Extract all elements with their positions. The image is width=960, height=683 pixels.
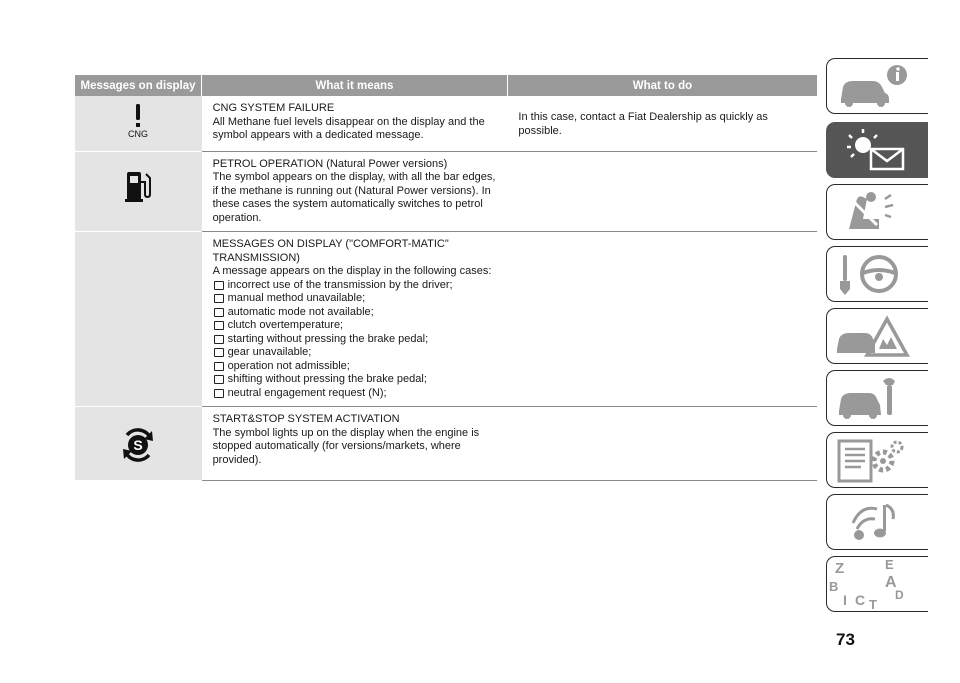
checkbox-bullet-icon — [214, 308, 224, 317]
case-text: automatic mode not available; — [227, 305, 374, 318]
meaning-text: The symbol appears on the display, with all the bar edges, if the methane is running out (Natural Power versions). In these cases the system automatically switches to petrol operation. — [212, 171, 496, 224]
index-letter: T — [869, 597, 877, 612]
case-text: neutral engagement request (N); — [227, 386, 387, 399]
list-item — [213, 373, 502, 387]
index-letter: I — [843, 592, 847, 608]
list-item — [213, 387, 502, 401]
header-todo: What to do — [507, 75, 817, 96]
start-stop-letter: S — [133, 437, 143, 453]
tab-warning-lights-messages[interactable] — [826, 122, 928, 178]
meaning-cell — [202, 151, 508, 232]
meaning-text: The symbol lights up on the display when the engine is stopped automatically (for versions/markets, where provided). — [212, 426, 480, 466]
index-letter: B — [829, 579, 839, 594]
index-letter: D — [895, 588, 904, 602]
case-text: manual method unavailable; — [227, 292, 366, 304]
page-number: 73 — [836, 630, 855, 649]
symbol-cell — [75, 96, 202, 151]
meaning-cell — [202, 407, 508, 481]
list-item — [213, 306, 502, 320]
meaning-text: All Methane fuel levels disappear on the display and the symbol appears with a dedicated message. — [212, 115, 485, 141]
index-letter: E — [885, 557, 894, 572]
list-item — [213, 279, 502, 293]
checkbox-bullet-icon — [214, 389, 224, 398]
meaning-title: PETROL OPERATION (Natural Power versions) — [212, 157, 448, 170]
checkbox-bullet-icon — [214, 321, 224, 330]
checkbox-bullet-icon — [214, 294, 224, 303]
tab-multimedia[interactable] — [826, 494, 928, 550]
seat-safety-airbag-icon — [827, 185, 928, 240]
header-display: Messages on display — [75, 75, 202, 96]
meaning-title: MESSAGES ON DISPLAY ("COMFORT-MATIC" TRANSMISSION) — [212, 238, 449, 264]
case-text: starting without pressing the brake pedal; — [227, 332, 429, 345]
checkbox-bullet-icon — [214, 335, 224, 344]
case-text: clutch overtemperature; — [227, 319, 344, 331]
index-letter: Z — [835, 560, 845, 577]
checkbox-bullet-icon — [214, 281, 224, 290]
meaning-title: CNG SYSTEM FAILURE — [212, 102, 335, 114]
tab-technical-data[interactable] — [826, 432, 928, 488]
tab-car-info[interactable] — [826, 58, 928, 114]
checkbox-bullet-icon — [214, 348, 224, 357]
checkbox-bullet-icon — [214, 375, 224, 384]
messages-table — [75, 75, 817, 481]
checkbox-bullet-icon — [214, 362, 224, 371]
alphabetical-index-icon — [827, 557, 928, 612]
header-meaning: What it means — [202, 75, 508, 96]
tab-maintenance[interactable] — [826, 370, 928, 426]
index-letter: C — [855, 592, 866, 608]
tab-index[interactable] — [826, 556, 928, 612]
meaning-cell — [202, 96, 508, 151]
case-text: gear unavailable; — [227, 346, 312, 358]
symbol-cell — [75, 407, 202, 481]
list-item — [213, 360, 502, 374]
table-row — [75, 96, 817, 151]
symbol-cell — [75, 151, 202, 232]
todo-cell — [507, 232, 817, 407]
symbol-cell — [75, 232, 202, 407]
cng-warning-icon — [123, 102, 153, 140]
technical-data-gear-icon — [827, 433, 928, 488]
todo-text: In this case, contact a Fiat Dealership as quickly as possible. — [518, 111, 768, 137]
start-stop-icon — [119, 425, 157, 465]
todo-cell — [507, 151, 817, 232]
table-row — [75, 232, 817, 407]
todo-cell — [507, 407, 817, 481]
case-text: shifting without pressing the brake pedal; — [227, 373, 427, 385]
list-item — [213, 333, 502, 347]
tab-safety[interactable] — [826, 184, 928, 240]
warning-light-message-icon — [827, 123, 928, 178]
car-info-icon — [827, 59, 928, 114]
table-header-row — [75, 75, 817, 96]
cases-list — [213, 279, 502, 401]
case-text: operation not admissible; — [227, 359, 350, 372]
tab-emergency[interactable] — [826, 308, 928, 364]
list-item — [213, 346, 502, 360]
list-item — [213, 292, 502, 306]
list-item — [213, 319, 502, 333]
cng-label: CNG — [128, 129, 149, 139]
car-emergency-icon — [827, 309, 928, 364]
tab-starting-driving[interactable] — [826, 246, 928, 302]
fuel-pump-icon — [123, 168, 153, 204]
meaning-text: A message appears on the display in the following cases: — [212, 265, 492, 277]
case-text: incorrect use of the transmission by the driver; — [227, 278, 453, 291]
key-steering-wheel-icon — [827, 247, 928, 302]
car-maintenance-wrench-icon — [827, 371, 928, 426]
multimedia-music-icon — [827, 495, 928, 550]
todo-cell — [507, 96, 817, 151]
meaning-title: START&STOP SYSTEM ACTIVATION — [212, 413, 400, 425]
table-row — [75, 151, 817, 232]
table-row — [75, 407, 817, 481]
meaning-cell — [202, 232, 508, 407]
index-letter: A — [885, 574, 897, 591]
